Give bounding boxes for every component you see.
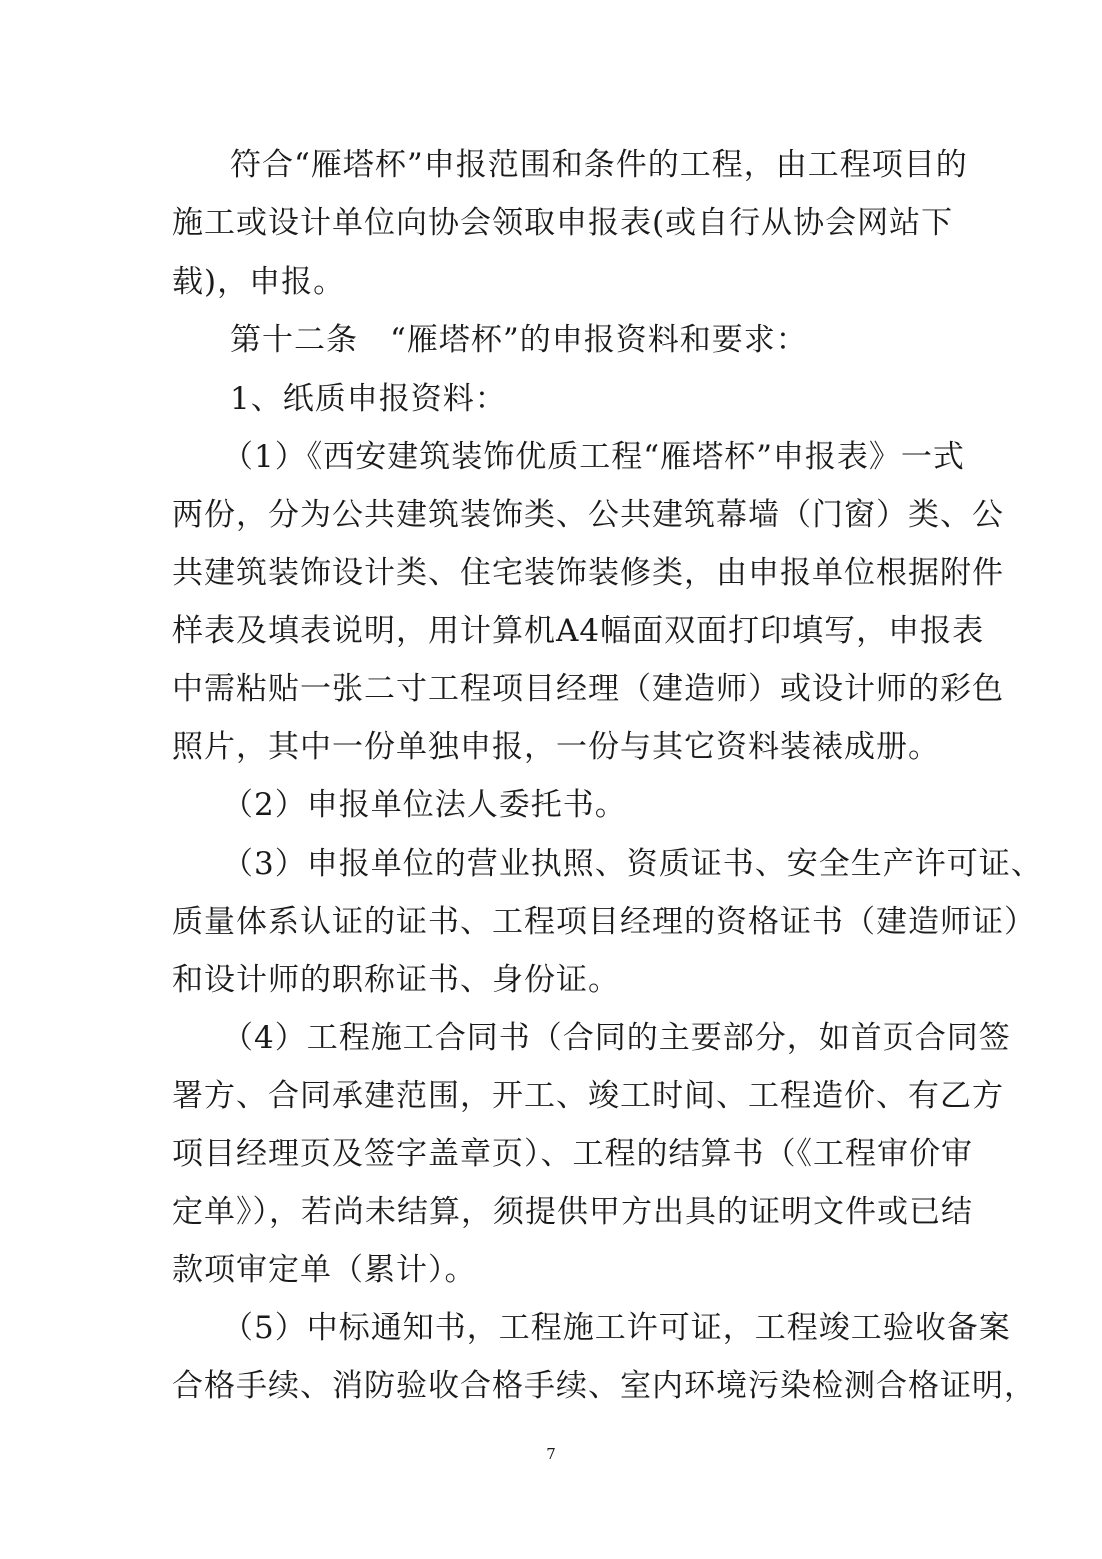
article-heading: 第十二条 “雁塔杯”的申报资料和要求： xyxy=(230,322,808,358)
paragraph-line: 质量体系认证的证书、工程项目经理的资格证书（建造师证） xyxy=(172,904,1036,940)
paragraph-line: 共建筑装饰设计类、住宅装饰装修类，由申报单位根据附件 xyxy=(172,555,1004,591)
paragraph-line: 定单》），若尚未结算，须提供甲方出具的证明文件或已结 xyxy=(172,1194,973,1230)
page-number: 7 xyxy=(546,1445,556,1463)
paragraph-line: （4）工程施工合同书（合同的主要部分，如首页合同签 xyxy=(222,1020,1011,1056)
paragraph-line: 样表及填表说明，用计算机A4幅面双面打印填写，申报表 xyxy=(172,613,985,649)
paragraph-line: 款项审定单（累计）。 xyxy=(172,1252,477,1288)
paragraph-line: 合格手续、消防验收合格手续、室内环境污染检测合格证明， xyxy=(172,1368,1036,1404)
paragraph-line: （2）申报单位法人委托书。 xyxy=(222,787,627,823)
paragraph-line: （1）《西安建筑装饰优质工程“雁塔杯”申报表》一式 xyxy=(222,439,965,475)
paragraph-line: 载)，申报。 xyxy=(172,264,346,300)
paragraph-line: （5）中标通知书，工程施工许可证，工程竣工验收备案 xyxy=(222,1310,1011,1346)
paragraph-line: 照片，其中一份单独申报，一份与其它资料装裱成册。 xyxy=(172,729,940,765)
paragraph-line: 和设计师的职称证书、身份证。 xyxy=(172,962,620,998)
paragraph-line: 项目经理页及签字盖章页）、工程的结算书（《工程审价审 xyxy=(172,1136,973,1172)
paragraph-line: 两份，分为公共建筑装饰类、公共建筑幕墙（门窗）类、公 xyxy=(172,497,1004,533)
paragraph-line: 符合“雁塔杯”申报范围和条件的工程，由工程项目的 xyxy=(230,147,968,183)
paragraph-line: 施工或设计单位向协会领取申报表(或自行从协会网站下 xyxy=(172,205,954,241)
paragraph-line: 中需粘贴一张二寸工程项目经理（建造师）或设计师的彩色 xyxy=(172,671,1004,707)
paragraph-line: （3）申报单位的营业执照、资质证书、安全生产许可证、 xyxy=(222,846,1043,882)
paragraph-line: 署方、合同承建范围，开工、竣工时间、工程造价、有乙方 xyxy=(172,1078,1004,1114)
section-heading: 1、纸质申报资料： xyxy=(230,381,507,417)
